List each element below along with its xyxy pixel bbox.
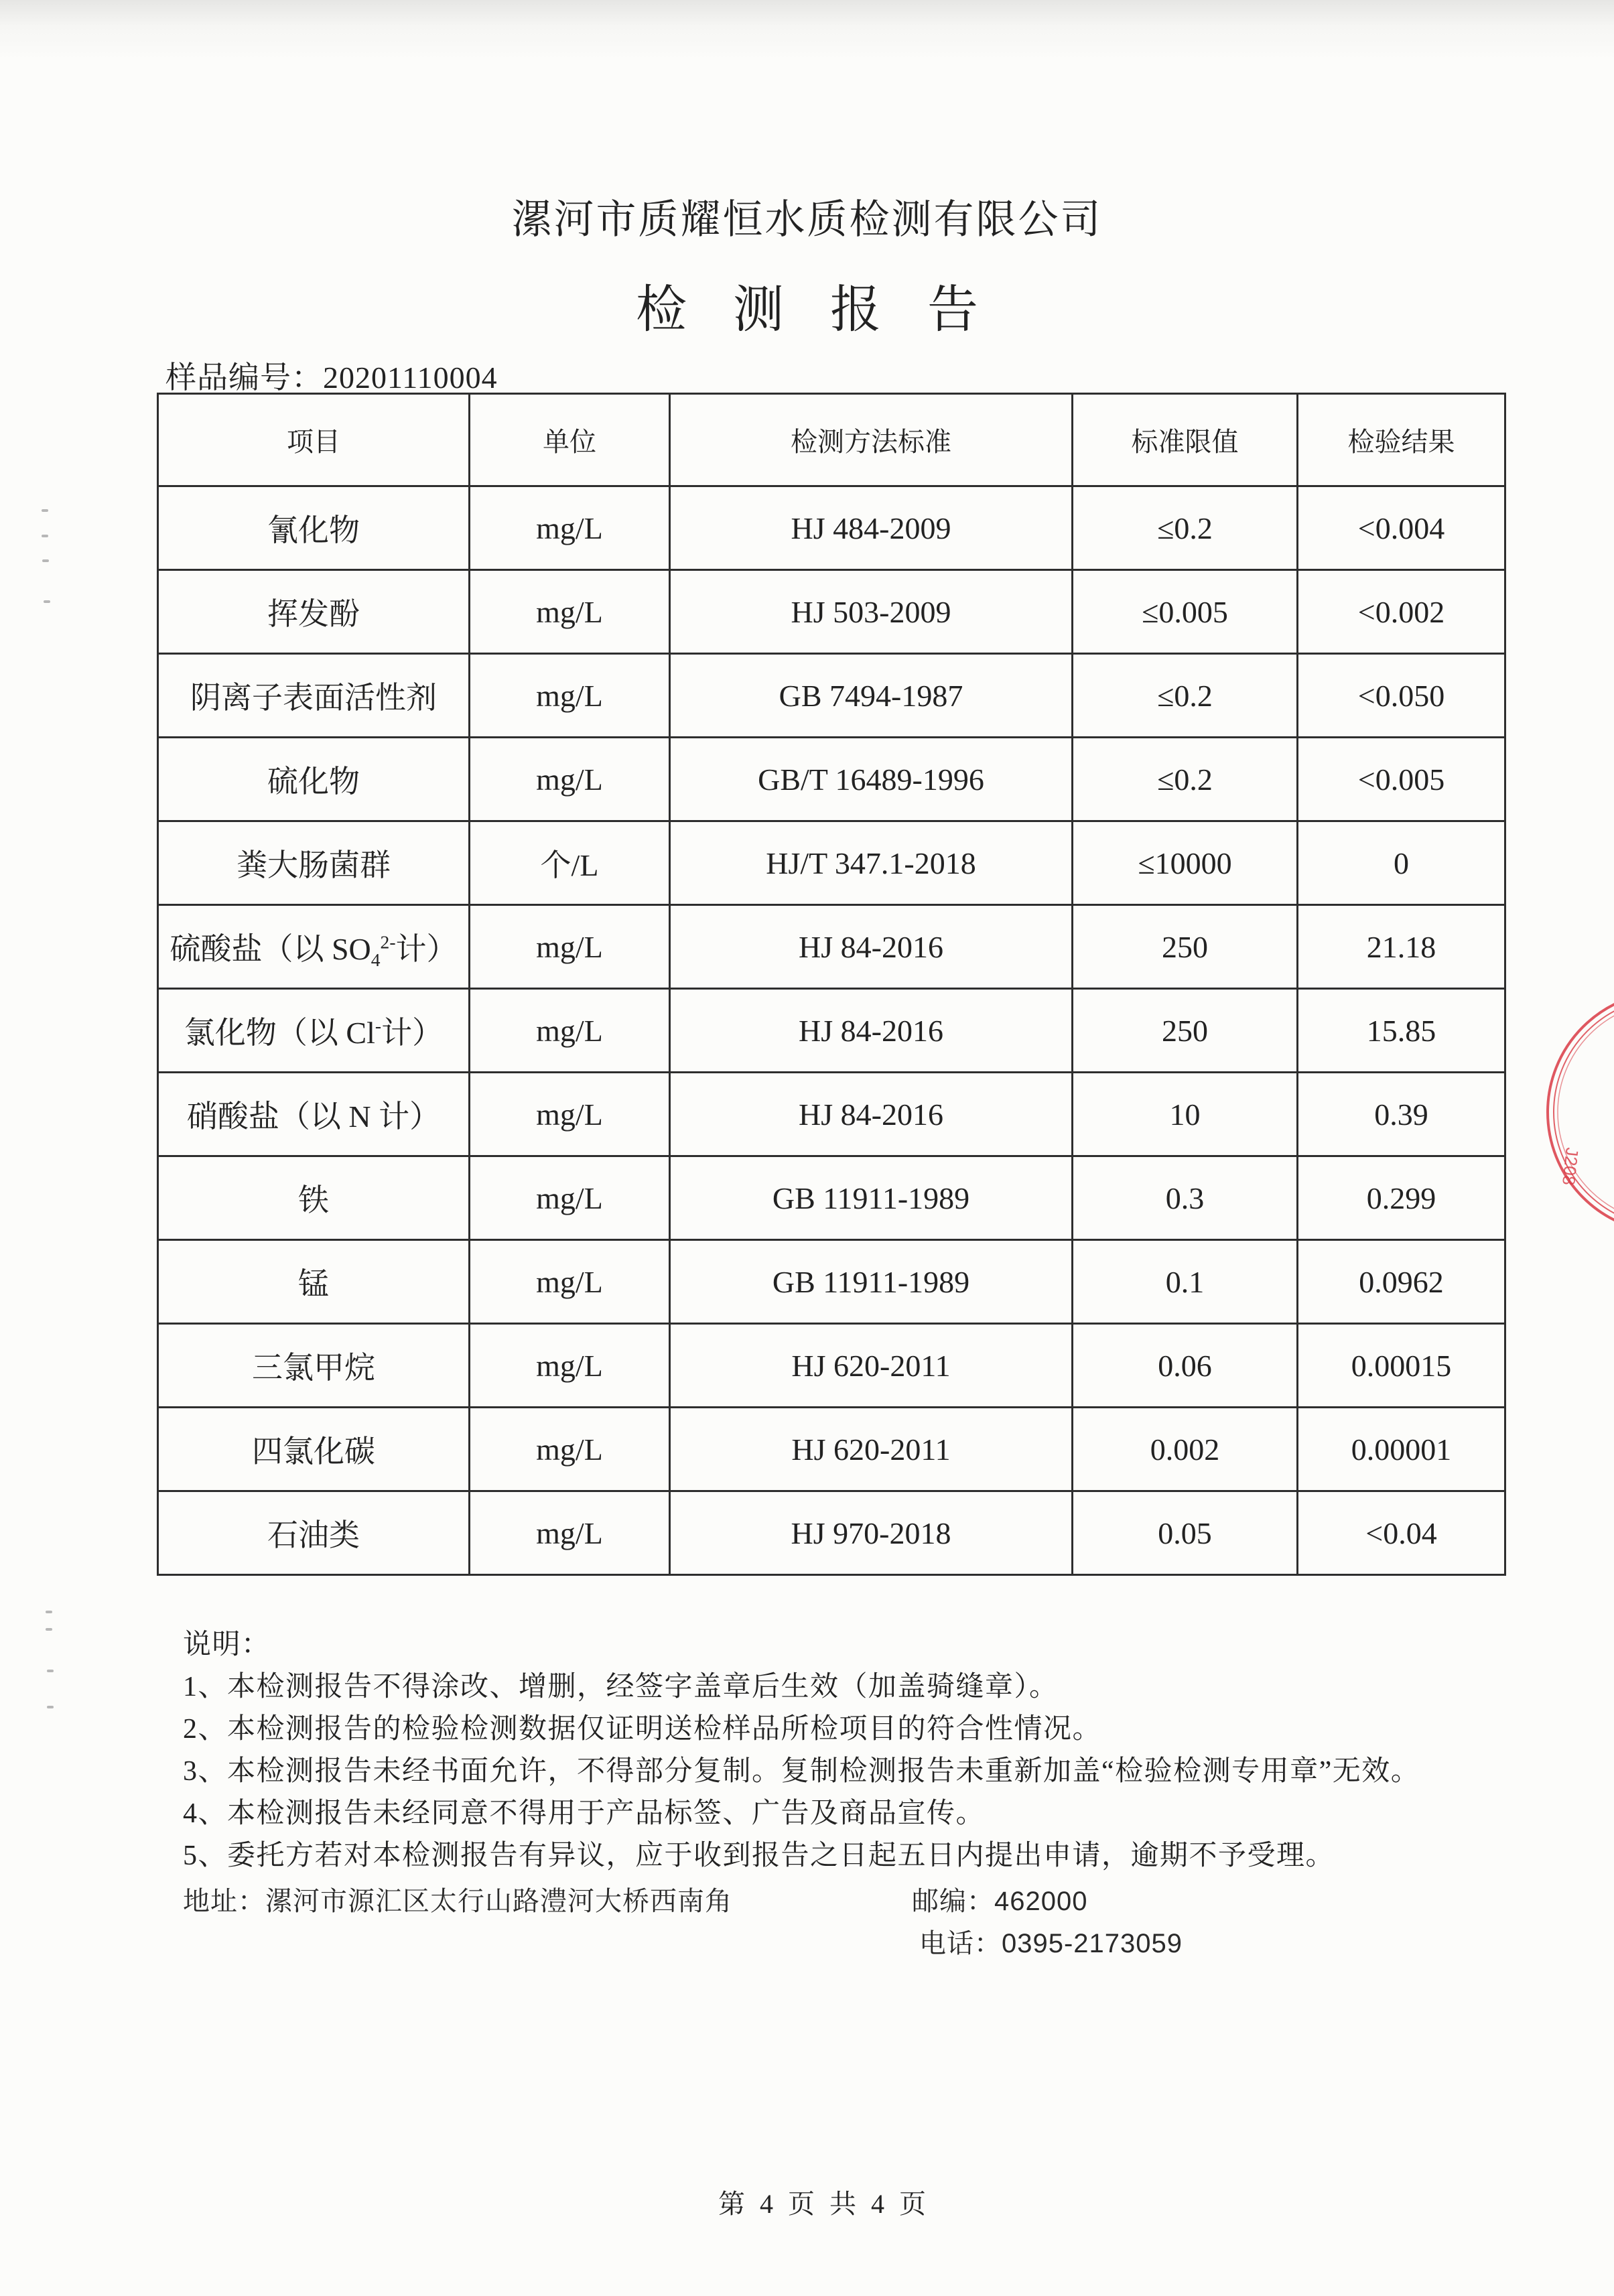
table-header-row — [158, 394, 1505, 486]
column-header-result: 检验结果 — [1298, 394, 1505, 486]
phone-line — [919, 1925, 1183, 1962]
method-cell — [670, 905, 1073, 989]
unit-cell — [470, 1240, 670, 1324]
method-text: HJ 620-2011 — [791, 1432, 951, 1467]
result-cell — [1298, 989, 1505, 1073]
table-row — [158, 1240, 1505, 1324]
unit-cell — [470, 989, 670, 1073]
unit-text: mg/L — [536, 1348, 603, 1383]
method-cell — [670, 821, 1073, 905]
item-cell — [158, 989, 470, 1073]
limit-text: ≤0.2 — [1157, 762, 1213, 797]
unit-text: mg/L — [536, 1180, 603, 1215]
note-item: 1、本检测报告不得涂改、增删，经签字盖章后生效（加盖骑缝章）。 — [183, 1672, 1059, 1702]
limit-text: 0.3 — [1165, 1180, 1205, 1215]
result-text: <0.050 — [1357, 678, 1445, 713]
result-cell — [1298, 570, 1505, 654]
result-text: <0.002 — [1357, 594, 1445, 629]
unit-text: mg/L — [536, 1264, 603, 1299]
table-row — [158, 654, 1505, 738]
unit-text: mg/L — [536, 929, 603, 964]
table-row — [158, 1156, 1505, 1240]
method-text: HJ/T 347.1-2018 — [766, 846, 976, 880]
limit-cell — [1073, 1408, 1298, 1491]
riding-seal-stamp — [1534, 992, 1614, 1233]
notes-section — [183, 1624, 1420, 1877]
limit-cell — [1073, 1324, 1298, 1408]
method-text: GB 7494-1987 — [779, 678, 963, 713]
method-text: HJ 970-2018 — [791, 1515, 951, 1550]
limit-text: 0.002 — [1150, 1432, 1220, 1467]
result-cell — [1298, 486, 1505, 570]
method-cell — [670, 1324, 1073, 1408]
unit-text: 个/L — [540, 848, 599, 882]
result-text: 0.0962 — [1359, 1264, 1444, 1299]
limit-text: ≤0.005 — [1142, 594, 1228, 629]
table-row — [158, 738, 1505, 821]
table-row — [158, 570, 1505, 654]
unit-cell — [470, 1324, 670, 1408]
method-cell — [670, 570, 1073, 654]
binding-mark — [47, 1706, 54, 1708]
phone-label: 电话： — [919, 1929, 1002, 1958]
unit-cell — [470, 821, 670, 905]
unit-cell — [470, 1491, 670, 1575]
method-cell — [670, 1408, 1073, 1491]
method-text: GB 11911-1989 — [772, 1264, 970, 1299]
address-label: 地址： — [183, 1887, 265, 1916]
limit-cell — [1073, 989, 1298, 1073]
result-text: <0.04 — [1365, 1515, 1437, 1550]
method-cell — [670, 738, 1073, 821]
result-cell — [1298, 1408, 1505, 1491]
method-text: GB/T 16489-1996 — [758, 762, 984, 797]
result-cell — [1298, 905, 1505, 989]
limit-text: ≤0.2 — [1157, 511, 1213, 545]
unit-cell — [470, 1408, 670, 1491]
phone-value: 0395-2173059 — [1002, 1929, 1183, 1958]
result-text: <0.004 — [1357, 511, 1445, 545]
item-text: 锰 — [298, 1267, 329, 1301]
table-row — [158, 1491, 1505, 1575]
result-text: 0.00001 — [1351, 1432, 1452, 1467]
item-text: 粪大肠菌群 — [237, 848, 391, 882]
item-text: 石油类 — [267, 1518, 360, 1552]
item-text: 硝酸盐（以 N 计） — [186, 1099, 441, 1134]
unit-text: mg/L — [536, 762, 603, 797]
method-cell — [670, 654, 1073, 738]
item-cell — [158, 1324, 470, 1408]
result-text: 0.39 — [1374, 1097, 1428, 1132]
seal-inner-ring — [1554, 998, 1614, 1227]
result-text: <0.005 — [1357, 762, 1445, 797]
method-cell — [670, 1240, 1073, 1324]
item-text: 铁 — [298, 1183, 329, 1217]
method-cell — [670, 1073, 1073, 1156]
unit-text: mg/L — [536, 1515, 603, 1550]
unit-text: mg/L — [536, 594, 603, 629]
limit-text: 10 — [1169, 1097, 1201, 1132]
limit-text: 0.1 — [1165, 1264, 1205, 1299]
results-table — [157, 393, 1506, 1576]
item-cell — [158, 1240, 470, 1324]
limit-cell — [1073, 1491, 1298, 1575]
item-cell — [158, 570, 470, 654]
item-cell — [158, 1408, 470, 1491]
seal-text: J208 — [1558, 1146, 1583, 1187]
sample-number — [165, 359, 498, 397]
item-text: 计） — [381, 1016, 444, 1050]
method-text: HJ 84-2016 — [799, 1097, 943, 1132]
result-text: 0.00015 — [1351, 1348, 1452, 1383]
item-cell — [158, 486, 470, 570]
table-row — [158, 905, 1505, 989]
unit-cell — [470, 1156, 670, 1240]
unit-cell — [470, 654, 670, 738]
limit-text: ≤10000 — [1138, 846, 1232, 880]
postcode-value: 462000 — [994, 1887, 1088, 1916]
result-cell — [1298, 1156, 1505, 1240]
column-header-method: 检测方法标准 — [670, 394, 1073, 486]
report-title: 检 测 报 告 — [636, 282, 995, 338]
limit-cell — [1073, 654, 1298, 738]
result-cell — [1298, 821, 1505, 905]
limit-cell — [1073, 486, 1298, 570]
method-text: GB 11911-1989 — [772, 1180, 970, 1215]
method-cell — [670, 1156, 1073, 1240]
result-text: 15.85 — [1366, 1013, 1436, 1048]
sample-number-value: 20201110004 — [323, 360, 498, 395]
result-cell — [1298, 1240, 1505, 1324]
item-cell — [158, 1156, 470, 1240]
superscript-text: 2- — [380, 931, 396, 953]
item-text: 三氯甲烷 — [252, 1351, 375, 1385]
item-text: 挥发酚 — [267, 597, 360, 631]
unit-text: mg/L — [536, 1013, 603, 1048]
binding-mark — [42, 535, 48, 537]
item-text: 阴离子表面活性剂 — [190, 681, 437, 715]
table-row — [158, 1324, 1505, 1408]
column-header-limit: 标准限值 — [1073, 394, 1298, 486]
limit-text: 0.05 — [1158, 1515, 1212, 1550]
binding-mark — [44, 600, 50, 603]
method-cell — [670, 989, 1073, 1073]
table-row — [158, 1073, 1505, 1156]
limit-text: 250 — [1162, 929, 1208, 964]
item-cell — [158, 654, 470, 738]
binding-mark — [42, 509, 48, 512]
result-cell — [1298, 654, 1505, 738]
limit-text: 0.06 — [1158, 1348, 1212, 1383]
item-text: 四氯化碳 — [252, 1434, 375, 1469]
limit-cell — [1073, 1240, 1298, 1324]
subscript-text: 4 — [371, 949, 381, 971]
table-row — [158, 989, 1505, 1073]
result-cell — [1298, 1324, 1505, 1408]
item-text: 氯化物（以 Cl — [184, 1016, 375, 1050]
limit-cell — [1073, 821, 1298, 905]
method-text: HJ 484-2009 — [791, 511, 951, 545]
item-cell — [158, 1073, 470, 1156]
seal-inner-ring — [1558, 1002, 1614, 1223]
unit-cell — [470, 905, 670, 989]
table-row — [158, 486, 1505, 570]
note-item: 3、本检测报告未经书面允许，不得部分复制。复制检测报告未重新加盖“检验检测专用章”无效。 — [183, 1756, 1420, 1787]
notes-heading: 说明： — [183, 1629, 271, 1660]
limit-cell — [1073, 905, 1298, 989]
page-number: 第 4 页 共 4 页 — [718, 2189, 930, 2219]
unit-text: mg/L — [536, 1432, 603, 1467]
limit-text: 250 — [1162, 1013, 1208, 1048]
result-cell — [1298, 1073, 1505, 1156]
item-cell — [158, 905, 470, 989]
item-text: 硫酸盐（以 SO — [170, 932, 371, 966]
result-cell — [1298, 738, 1505, 821]
table-body — [158, 486, 1505, 1575]
item-cell — [158, 1491, 470, 1575]
item-cell — [158, 821, 470, 905]
item-cell — [158, 738, 470, 821]
unit-cell — [470, 486, 670, 570]
item-text: 硫化物 — [267, 764, 360, 799]
address-value: 漯河市源汇区太行山路澧河大桥西南角 — [265, 1887, 732, 1916]
column-header-item: 项目 — [158, 394, 470, 486]
unit-cell — [470, 1073, 670, 1156]
limit-cell — [1073, 1073, 1298, 1156]
limit-cell — [1073, 738, 1298, 821]
superscript-text: - — [375, 1015, 382, 1036]
unit-cell — [470, 738, 670, 821]
postcode-label: 邮编： — [912, 1887, 994, 1916]
postcode-line — [912, 1883, 1087, 1920]
method-text: HJ 84-2016 — [799, 1013, 943, 1048]
limit-cell — [1073, 570, 1298, 654]
column-header-unit: 单位 — [470, 394, 670, 486]
note-item: 5、委托方若对本检测报告有异议，应于收到报告之日起五日内提出申请，逾期不予受理。 — [183, 1840, 1335, 1871]
binding-mark — [42, 559, 49, 562]
binding-mark — [46, 1611, 52, 1613]
note-item: 2、本检测报告的检验检测数据仅证明送检样品所检项目的符合性情况。 — [183, 1714, 1102, 1745]
method-text: HJ 620-2011 — [791, 1348, 951, 1383]
company-name: 漯河市质耀恒水质检测有限公司 — [511, 198, 1103, 242]
binding-mark — [47, 1670, 54, 1672]
result-cell — [1298, 1491, 1505, 1575]
result-text: 0 — [1394, 846, 1409, 880]
method-cell — [670, 486, 1073, 570]
address-line — [183, 1883, 732, 1920]
table-row — [158, 1408, 1505, 1491]
method-cell — [670, 1491, 1073, 1575]
seal-graphic — [1534, 992, 1614, 1233]
item-text: 计） — [395, 932, 458, 966]
method-text: HJ 503-2009 — [791, 594, 951, 629]
limit-text: ≤0.2 — [1157, 678, 1213, 713]
table-row — [158, 821, 1505, 905]
unit-text: mg/L — [536, 678, 603, 713]
binding-mark — [46, 1628, 52, 1631]
unit-cell — [470, 570, 670, 654]
result-text: 21.18 — [1366, 929, 1436, 964]
method-text: HJ 84-2016 — [799, 929, 943, 964]
unit-text: mg/L — [536, 511, 603, 545]
note-item: 4、本检测报告未经同意不得用于产品标签、广告及商品宣传。 — [183, 1798, 986, 1829]
result-text: 0.299 — [1366, 1180, 1436, 1215]
sample-number-label: 样品编号： — [165, 360, 323, 395]
limit-cell — [1073, 1156, 1298, 1240]
unit-text: mg/L — [536, 1097, 603, 1132]
item-text: 氰化物 — [267, 513, 360, 547]
